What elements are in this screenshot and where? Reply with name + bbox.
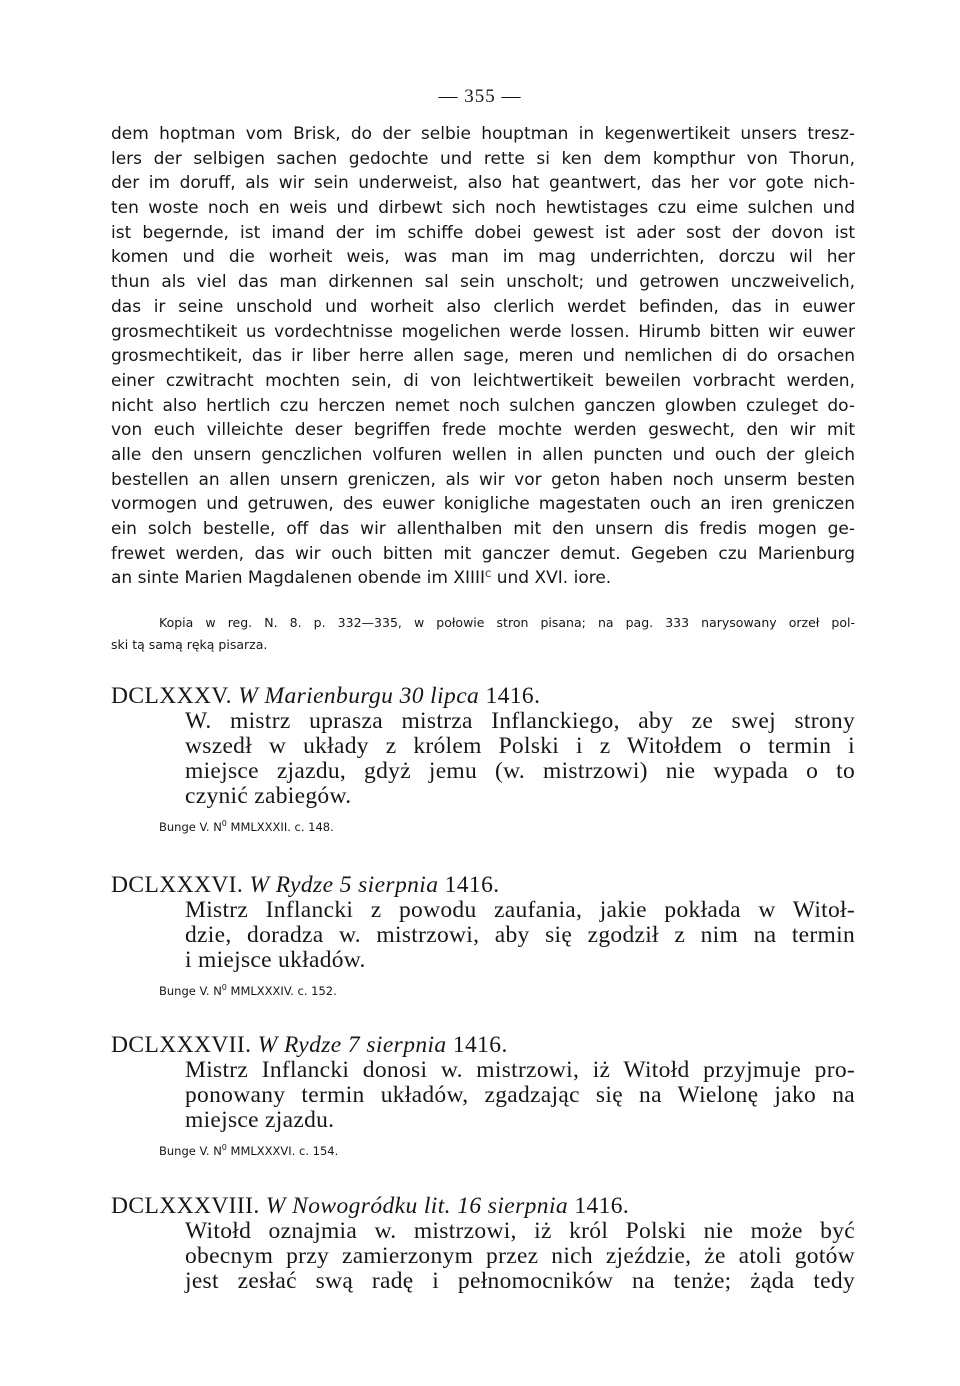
source-text: Bunge V. N bbox=[159, 820, 222, 834]
entry-date: 30 lipca bbox=[399, 683, 480, 709]
text-line: ist begernde, ist imand der im schiffe dobei gewest ist ader sost der dovon ist bbox=[111, 222, 855, 243]
entry-year: 1416. bbox=[574, 1193, 630, 1219]
summary-line: czynić zabiegów. bbox=[185, 783, 352, 809]
summary-line: ponowany termin układów, zgadzając się na Wielonę jako na bbox=[185, 1082, 855, 1108]
entry-source bbox=[159, 817, 855, 837]
summary-line: obecnym przy zamierzonym przez nich zjeździe, że atoli gotów bbox=[185, 1243, 855, 1269]
text-line: das ir seine unschold und worheit also clerlich werdet befinden, das in euwer bbox=[111, 296, 855, 317]
entry-source bbox=[159, 1141, 855, 1161]
entry-heading bbox=[111, 872, 855, 898]
source-text: Bunge V. N bbox=[159, 1144, 222, 1158]
archival-note bbox=[111, 612, 855, 656]
entry-place: W Rydze bbox=[249, 872, 334, 898]
document-entry bbox=[111, 1193, 855, 1294]
text-line: ein solch bestelle, off das wir allenthalben mit den unsern dis fredis mogen ge- bbox=[111, 519, 855, 539]
text-line: lers der selbigen sachen gedochte und rette si ken dem kompthur von Thorun, bbox=[111, 148, 855, 169]
entry-place: W Rydze bbox=[257, 1032, 342, 1058]
summary-line: jest zesłać swą radę i pełnomocników na tenże; żąda tedy bbox=[185, 1268, 855, 1294]
document-entry bbox=[111, 1032, 855, 1161]
text-line: von euch villeichte deser begriffen frede mochte werden geswecht, den wir mit bbox=[111, 420, 855, 441]
entry-heading bbox=[111, 1032, 855, 1058]
document-entry bbox=[111, 683, 855, 837]
entry-number: DCLXXXVI. bbox=[111, 872, 244, 898]
entry-date: 5 sierpnia bbox=[339, 872, 439, 898]
text-fragment: und XVI. iore. bbox=[491, 568, 612, 589]
entry-year: 1416. bbox=[452, 1032, 508, 1058]
text-line: einer czwitracht mochten sein, di von leichtwertikeit beweilen vorbracht werden, bbox=[111, 370, 855, 391]
entry-number: DCLXXXVIII. bbox=[111, 1193, 260, 1219]
entry-summary bbox=[185, 1058, 855, 1133]
text-line: grosmechtikeit us vordechtnisse mogelichen werde lossen. Hirumb bitten wir euwer bbox=[111, 321, 855, 342]
text-fragment: an sinte Marien Magdalenen obende im XIIII bbox=[111, 568, 486, 589]
entry-number: DCLXXXVII. bbox=[111, 1032, 252, 1058]
text-line: bestellen an allen unsern greniczen, als wir vor geton haben noch unserm besten bbox=[111, 469, 855, 490]
summary-line: W. mistrz uprasza mistrza Inflanckiego, aby ze swej strony bbox=[185, 708, 855, 734]
summary-line: Witołd oznajmia w. mistrzowi, iż król Polski nie może być bbox=[185, 1218, 855, 1244]
entry-source bbox=[159, 981, 855, 1001]
entry-summary bbox=[185, 1219, 855, 1294]
entry-summary bbox=[185, 898, 855, 973]
text-line: alle den unsern genczlichen volfuren wellen in allen puncten und ouch der gleich bbox=[111, 444, 855, 465]
superscript: 0 bbox=[221, 819, 227, 828]
entry-heading bbox=[111, 683, 855, 709]
source-text: MMLXXXVI. c. 154. bbox=[226, 1144, 339, 1158]
entry-year: 1416. bbox=[444, 872, 500, 898]
summary-line: dzie, doradza w. mistrzowi, aby się zgodził z nim na termin bbox=[185, 922, 855, 948]
text-line: der im doruff, als wir sein underweist, also hat geantwert, das her vor gote nich- bbox=[111, 173, 855, 194]
note-line: ski tą samą ręką pisarza. bbox=[111, 637, 268, 652]
summary-line: Mistrz Inflancki z powodu zaufania, jakie pokłada w Witoł- bbox=[185, 897, 855, 923]
superscript: 0 bbox=[221, 1143, 227, 1152]
document-entry bbox=[111, 872, 855, 1001]
entry-place: W Nowogródku lit. bbox=[265, 1193, 451, 1219]
letter-text bbox=[111, 122, 855, 591]
note-line: Kopia w reg. N. 8. p. 332—335, w połowie stron pisana; na pag. 333 narysowany orzeł pol- bbox=[159, 615, 855, 630]
superscript: C bbox=[485, 570, 492, 581]
summary-line: Mistrz Inflancki donosi w. mistrzowi, iż Witołd przyjmuje pro- bbox=[185, 1057, 855, 1083]
entry-number: DCLXXXV. bbox=[111, 683, 232, 709]
text-line: vormogen und getruwen, des euwer konigliche magestaten ouch an iren greniczen bbox=[111, 494, 855, 515]
summary-line: i miejsce układów. bbox=[185, 947, 366, 973]
entry-year: 1416. bbox=[485, 683, 541, 709]
entry-place: W Marienburgu bbox=[238, 683, 394, 709]
summary-line: wszedł w układy z królem Polski i z Witołdem o termin i bbox=[185, 733, 855, 759]
entry-heading bbox=[111, 1193, 855, 1219]
summary-line: miejsce zjazdu. bbox=[185, 1107, 335, 1133]
superscript: 0 bbox=[221, 983, 227, 992]
entry-date: 7 sierpnia bbox=[347, 1032, 447, 1058]
text-line: dem hoptman vom Brisk, do der selbie houptman in kegenwertikeit unsers tresz- bbox=[111, 124, 855, 144]
text-line: frewet werden, das wir ouch bitten mit ganczer demut. Gegeben czu Marienburg bbox=[111, 543, 855, 564]
text-line: nicht also hertlich czu herczen nemet noch sulchen ganczen glowben czuleget do- bbox=[111, 395, 855, 416]
source-text: MMLXXXIV. c. 152. bbox=[226, 984, 337, 998]
text-line: thun als viel das man dirkennen sal sein unscholt; und getrowen unczweivelich, bbox=[111, 272, 855, 293]
text-line: ten woste noch en weis und dirbewt sich noch hewtistages czu eime sulchen und bbox=[111, 198, 855, 219]
summary-line: miejsce zjazdu, gdyż jemu (w. mistrzowi) nie wypada o to bbox=[185, 758, 855, 784]
text-line-last bbox=[111, 566, 855, 591]
text-line: grosmechtikeit, das ir liber herre allen sage, meren und nemlichen di do orsachen bbox=[111, 346, 855, 367]
source-text: MMLXXXII. c. 148. bbox=[226, 820, 334, 834]
entry-summary bbox=[185, 709, 855, 809]
text-line: komen und die worheit weis, was man im mag underrichten, dorczu wil her bbox=[111, 247, 855, 268]
source-text: Bunge V. N bbox=[159, 984, 222, 998]
entry-date: 16 sierpnia bbox=[457, 1193, 569, 1219]
page-number: — 355 — bbox=[438, 86, 522, 107]
